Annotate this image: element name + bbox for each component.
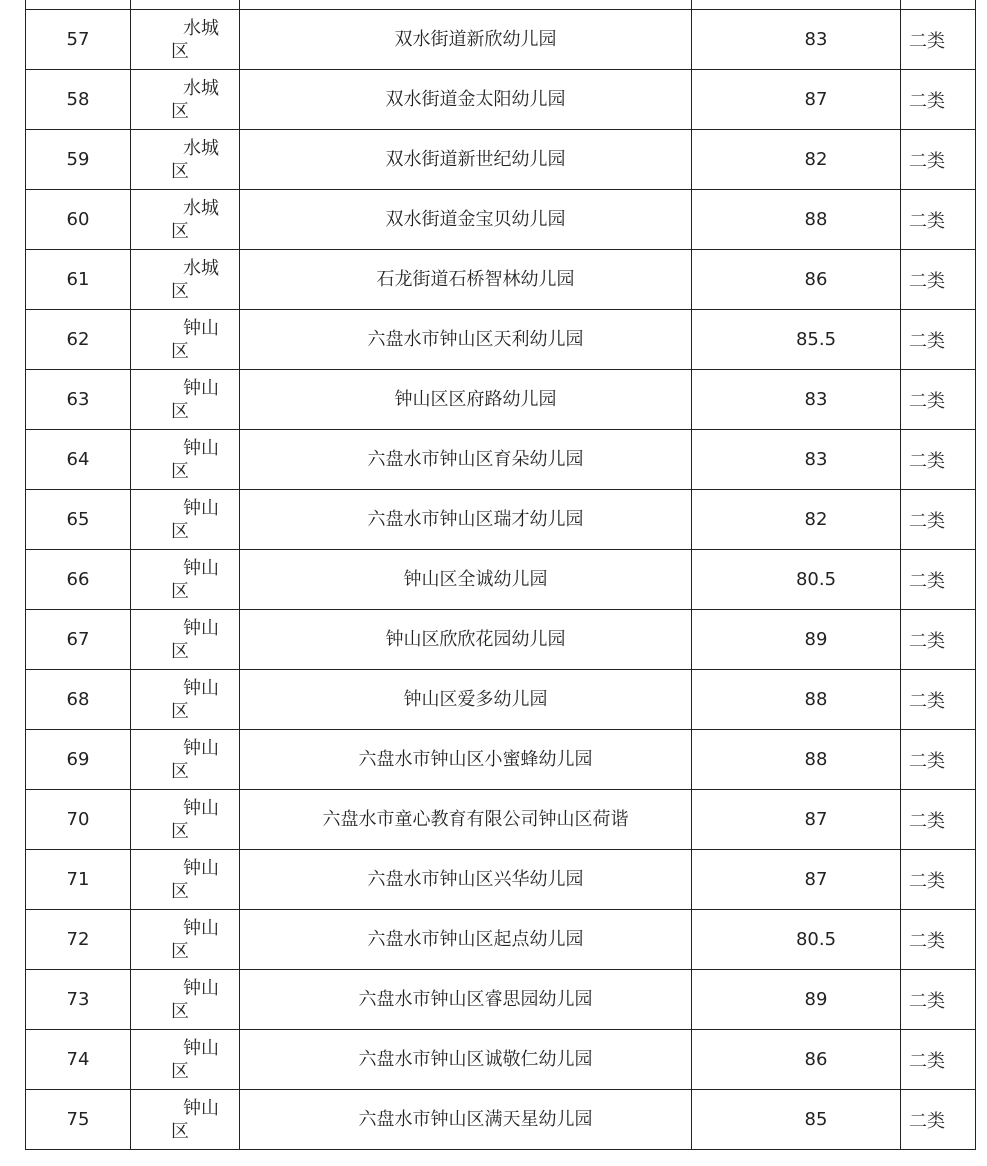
district: 钟山区 xyxy=(171,317,219,362)
district-cell xyxy=(131,910,240,970)
score: 83 xyxy=(692,370,901,430)
district: 水城区 xyxy=(171,137,219,182)
category: 二类 xyxy=(901,970,976,1030)
kindergarten-name: 六盘水市钟山区育朵幼儿园 xyxy=(240,430,692,490)
category: 二类 xyxy=(901,1030,976,1090)
category: 二类 xyxy=(901,130,976,190)
category: 二类 xyxy=(901,1090,976,1150)
category: 二类 xyxy=(901,310,976,370)
score: 82 xyxy=(692,130,901,190)
category: 二类 xyxy=(901,490,976,550)
district: 钟山区 xyxy=(171,857,219,902)
table-row xyxy=(26,310,976,370)
row-number: 70 xyxy=(26,790,131,850)
kindergarten-name: 双水街道金太阳幼儿园 xyxy=(240,70,692,130)
row-number: 75 xyxy=(26,1090,131,1150)
kindergarten-rating-table xyxy=(25,0,976,1150)
score: 86 xyxy=(692,250,901,310)
row-number: 71 xyxy=(26,850,131,910)
score: 85.5 xyxy=(692,310,901,370)
district: 钟山区 xyxy=(171,617,219,662)
district: 钟山区 xyxy=(171,737,219,782)
category: 二类 xyxy=(901,550,976,610)
table-row xyxy=(26,970,976,1030)
score: 89 xyxy=(692,970,901,1030)
district: 水城区 xyxy=(171,257,219,302)
kindergarten-name: 六盘水市钟山区瑞才幼儿园 xyxy=(240,490,692,550)
kindergarten-name: 石龙街道石桥智林幼儿园 xyxy=(240,250,692,310)
district-cell xyxy=(131,970,240,1030)
row-number: 62 xyxy=(26,310,131,370)
district-cell xyxy=(131,670,240,730)
table-row xyxy=(26,70,976,130)
kindergarten-name: 六盘水市钟山区满天星幼儿园 xyxy=(240,1090,692,1150)
score: 88 xyxy=(692,190,901,250)
kindergarten-name: 钟山区区府路幼儿园 xyxy=(240,370,692,430)
district-cell xyxy=(131,250,240,310)
score: 87 xyxy=(692,790,901,850)
district-cell xyxy=(131,490,240,550)
table-row xyxy=(26,250,976,310)
table-row xyxy=(26,610,976,670)
district-cell xyxy=(131,850,240,910)
district: 水城区 xyxy=(171,77,219,122)
district: 钟山区 xyxy=(171,797,219,842)
score: 82 xyxy=(692,490,901,550)
district-cell xyxy=(131,550,240,610)
score: 85 xyxy=(692,1090,901,1150)
row-number: 67 xyxy=(26,610,131,670)
score: 88 xyxy=(692,670,901,730)
row-number: 57 xyxy=(26,10,131,70)
table-row xyxy=(26,1090,976,1150)
district: 钟山区 xyxy=(171,437,219,482)
district: 钟山区 xyxy=(171,677,219,722)
row-number: 66 xyxy=(26,550,131,610)
category: 二类 xyxy=(901,70,976,130)
row-number: 72 xyxy=(26,910,131,970)
score: 89 xyxy=(692,610,901,670)
district: 钟山区 xyxy=(171,1097,219,1142)
table-row xyxy=(26,850,976,910)
row-number: 60 xyxy=(26,190,131,250)
table-row xyxy=(26,790,976,850)
table-row xyxy=(26,130,976,190)
row-number: 69 xyxy=(26,730,131,790)
score: 80.5 xyxy=(692,550,901,610)
district: 钟山区 xyxy=(171,557,219,602)
district-cell xyxy=(131,610,240,670)
category: 二类 xyxy=(901,250,976,310)
row-number: 63 xyxy=(26,370,131,430)
row-number: 74 xyxy=(26,1030,131,1090)
row-number: 61 xyxy=(26,250,131,310)
kindergarten-name: 六盘水市钟山区睿思园幼儿园 xyxy=(240,970,692,1030)
kindergarten-name: 双水街道新欣幼儿园 xyxy=(240,10,692,70)
district-cell xyxy=(131,130,240,190)
kindergarten-name: 六盘水市钟山区诚敬仁幼儿园 xyxy=(240,1030,692,1090)
district-cell xyxy=(131,310,240,370)
row-number: 73 xyxy=(26,970,131,1030)
kindergarten-name: 双水街道金宝贝幼儿园 xyxy=(240,190,692,250)
district: 钟山区 xyxy=(171,977,219,1022)
score: 86 xyxy=(692,1030,901,1090)
district-cell xyxy=(131,430,240,490)
district-cell xyxy=(131,730,240,790)
kindergarten-name: 六盘水市钟山区起点幼儿园 xyxy=(240,910,692,970)
table-row xyxy=(26,550,976,610)
row-number: 65 xyxy=(26,490,131,550)
category: 二类 xyxy=(901,370,976,430)
score: 88 xyxy=(692,730,901,790)
kindergarten-name: 双水街道新世纪幼儿园 xyxy=(240,130,692,190)
district: 水城区 xyxy=(171,17,219,62)
score: 87 xyxy=(692,850,901,910)
score: 83 xyxy=(692,10,901,70)
table-row xyxy=(26,10,976,70)
category: 二类 xyxy=(901,10,976,70)
district: 钟山区 xyxy=(171,377,219,422)
table-row xyxy=(26,490,976,550)
kindergarten-name: 六盘水市钟山区小蜜蜂幼儿园 xyxy=(240,730,692,790)
category: 二类 xyxy=(901,190,976,250)
district-cell xyxy=(131,370,240,430)
table-row xyxy=(26,190,976,250)
score: 80.5 xyxy=(692,910,901,970)
district-cell xyxy=(131,790,240,850)
district: 钟山区 xyxy=(171,1037,219,1082)
district-cell xyxy=(131,190,240,250)
kindergarten-name: 六盘水市钟山区兴华幼儿园 xyxy=(240,850,692,910)
district-cell xyxy=(131,1090,240,1150)
district-cell xyxy=(131,10,240,70)
kindergarten-name: 钟山区欣欣花园幼儿园 xyxy=(240,610,692,670)
table-row xyxy=(26,670,976,730)
row-number: 58 xyxy=(26,70,131,130)
table-row xyxy=(26,370,976,430)
row-number: 68 xyxy=(26,670,131,730)
kindergarten-name: 六盘水市钟山区天利幼儿园 xyxy=(240,310,692,370)
table-row xyxy=(26,910,976,970)
district: 钟山区 xyxy=(171,497,219,542)
district: 水城区 xyxy=(171,197,219,242)
district: 钟山区 xyxy=(171,917,219,962)
table-row xyxy=(26,430,976,490)
kindergarten-name: 钟山区爱多幼儿园 xyxy=(240,670,692,730)
category: 二类 xyxy=(901,850,976,910)
district-cell xyxy=(131,70,240,130)
category: 二类 xyxy=(901,730,976,790)
category: 二类 xyxy=(901,610,976,670)
category: 二类 xyxy=(901,790,976,850)
category: 二类 xyxy=(901,430,976,490)
table-row xyxy=(26,730,976,790)
category: 二类 xyxy=(901,910,976,970)
score: 87 xyxy=(692,70,901,130)
kindergarten-name: 钟山区全诚幼儿园 xyxy=(240,550,692,610)
row-number: 64 xyxy=(26,430,131,490)
category: 二类 xyxy=(901,670,976,730)
row-number: 59 xyxy=(26,130,131,190)
district-cell xyxy=(131,1030,240,1090)
score: 83 xyxy=(692,430,901,490)
table-row-partial xyxy=(26,0,976,10)
kindergarten-name: 六盘水市童心教育有限公司钟山区荷谐 xyxy=(240,790,692,850)
table-row xyxy=(26,1030,976,1090)
